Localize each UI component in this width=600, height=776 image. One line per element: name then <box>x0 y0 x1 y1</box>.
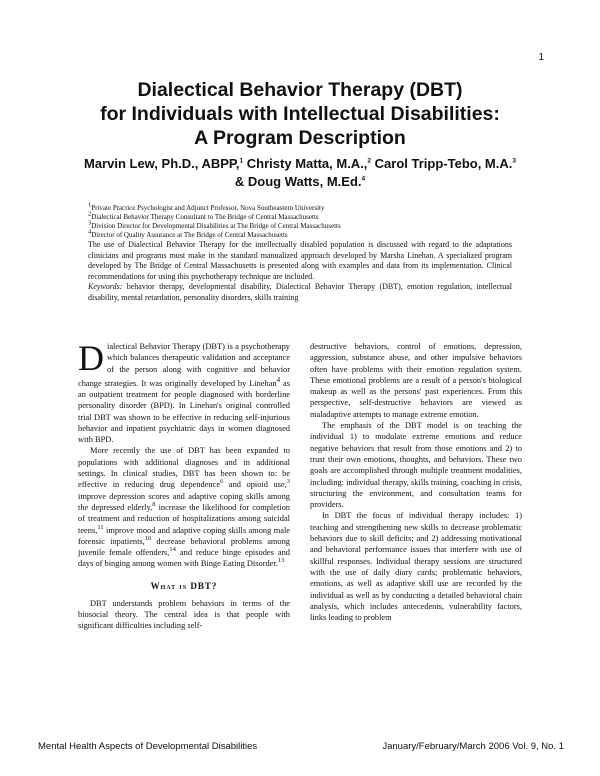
affiliation-2: $^2$Dialectical Behavior Therapy Consultant to The Bridge of Central Massachusetts <box>88 210 319 221</box>
keywords-label: Keywords: <box>88 282 123 291</box>
author-4: & Doug Watts, M.Ed. <box>234 174 362 189</box>
drop-cap: D <box>78 338 104 378</box>
title-line-2: for Individuals with Intellectual Disabilities: <box>100 103 500 125</box>
keywords <box>88 282 512 303</box>
dbt-paragraph-1-cont: destructive behaviors, control of emotions, depression, aggression, substance abuse, and other impulsive behaviors often have problems with their emotion regulation system. These emotional problems are a result of a person's biological makeup as well as the persons' past experiences. From this perspective, self-destructive behaviors are viewed as maladaptive attempts to manage extreme emotion. <box>310 342 522 419</box>
intro-paragraph-1: Dialectical Behavior Therapy (DBT) is a psychotherapy which balances therapeutic validation and acceptance of the person along with cognitive and behavior change strategies. It was originally developed by Linehan$^4$ as an outpatient treatment for people diagnosed with borderline personality disorder (BPD). In Linehan's original controlled trial DBT was shown to be effective in reducing self-injurious behavior and inpatient psychiatric days in women diagnosed with BPD. <box>78 338 290 445</box>
dbt-paragraph-1: DBT understands problem behaviors in terms of the biosocial theory. The central idea is that people with significant difficulties including self- <box>78 598 290 631</box>
intro-paragraph-2: More recently the use of DBT has been expanded to populations with additional diagnoses and in additional settings. In clinical studies, DBT has been shown to: be effective in reducing drug dependence$^6$ and opioid use,$^3$ improve depression scores and adaptive coping skills among the depressed elderly,$^8$ increase the likelihood for completion of treatment and reduction of hospitalizations among suicidal teens,$^{11}$ improve mood and adaptive coping skills among male forensic inpatients,$^{10}$ decrease behavioral problems among juvenile female offenders,$^{14}$ and reduce binge episodes and days of binging among women with Binge Eating Disorder.$^{13}$ <box>78 446 290 569</box>
author-1-mark: 1 <box>239 157 244 165</box>
keywords-text: behavior therapy, developmental disability, Dialectical Behavior Therapy (DBT), emotion regulation, intellectual disability, mental retardation, personality disorders, skills training <box>88 282 513 302</box>
affiliations <box>88 201 528 240</box>
author-list <box>40 155 560 191</box>
right-column <box>310 341 522 623</box>
author-2-mark: 2 <box>367 157 372 165</box>
author-2: Christy Matta, M.A., <box>246 156 368 171</box>
author-3: Carol Tripp-Tebo, M.A. <box>374 156 513 171</box>
section-heading-what-is-dbt: What is DBT? <box>150 580 218 591</box>
dbt-paragraph-2: The emphasis of the DBT model is on teaching the individual 1) to modulate extreme emotions and reduce negative behaviors that result from those emotions and 2) to trust their own emotions, thoughts, and behaviors. These two goals are accomplished through multiple treatment modalities, including: individual therapy, skills training, coaching in crisis, structuring the environment, and consultation teams for providers. <box>310 421 522 510</box>
affiliation-4: $^4$Director of Quality Assurance at The Bridge of Central Massachusetts <box>88 228 288 239</box>
left-column <box>78 338 290 632</box>
author-1: Marvin Lew, Ph.D., ABPP, <box>83 156 240 171</box>
author-4-mark: 4 <box>361 175 366 183</box>
title-line-3: A Program Description <box>194 127 406 149</box>
author-line-2 <box>40 173 560 191</box>
author-3-mark: 3 <box>512 157 516 165</box>
abstract-text: The use of Dialectical Behavior Therapy for the intellectually disabled population is discussed with regard to the adaptations clinicians and programs must make in the standard manualized approach developed by Marsha Linehan. A specialized program developed by The Bridge of Central Massachusetts is presented along with examples and data from its implementation. Clinical recommendations for using this psychotherapy technique are included. <box>88 240 512 281</box>
author-line-1 <box>40 155 560 173</box>
abstract <box>88 240 512 303</box>
title-line-1: Dialectical Behavior Therapy (DBT) <box>137 79 463 101</box>
dbt-paragraph-3: In DBT the focus of individual therapy includes: 1) teaching and strengthening new skills to decrease problematic behaviors due to skill deficits; and 2) addressing motivational and behavioral performance issues that interfere with use of skillful responses. Individual therapy sessions are structured with the use of daily diary cards; problematic behaviors, emotions, as well as adaptive skill use are recorded by the individual as well as by conducting a detailed behavioral chain analysis, which includes antecedents, vulnerability factors, links leading to problem <box>310 511 522 623</box>
page-number: 1 <box>538 52 544 63</box>
page-footer <box>38 741 564 752</box>
affiliation-1: $^1$Private Practice Psychologist and Adjunct Professor, Nova Southeastern University <box>88 201 325 212</box>
footer-issue: January/February/March 2006 Vol. 9, No. 1 <box>382 741 564 752</box>
affiliation-3: $^3$Division Director for Developmental Disabilities at The Bridge of Central Massachusetts <box>88 219 341 230</box>
paper-title <box>40 78 560 150</box>
footer-journal: Mental Health Aspects of Developmental Disabilities <box>38 741 258 752</box>
